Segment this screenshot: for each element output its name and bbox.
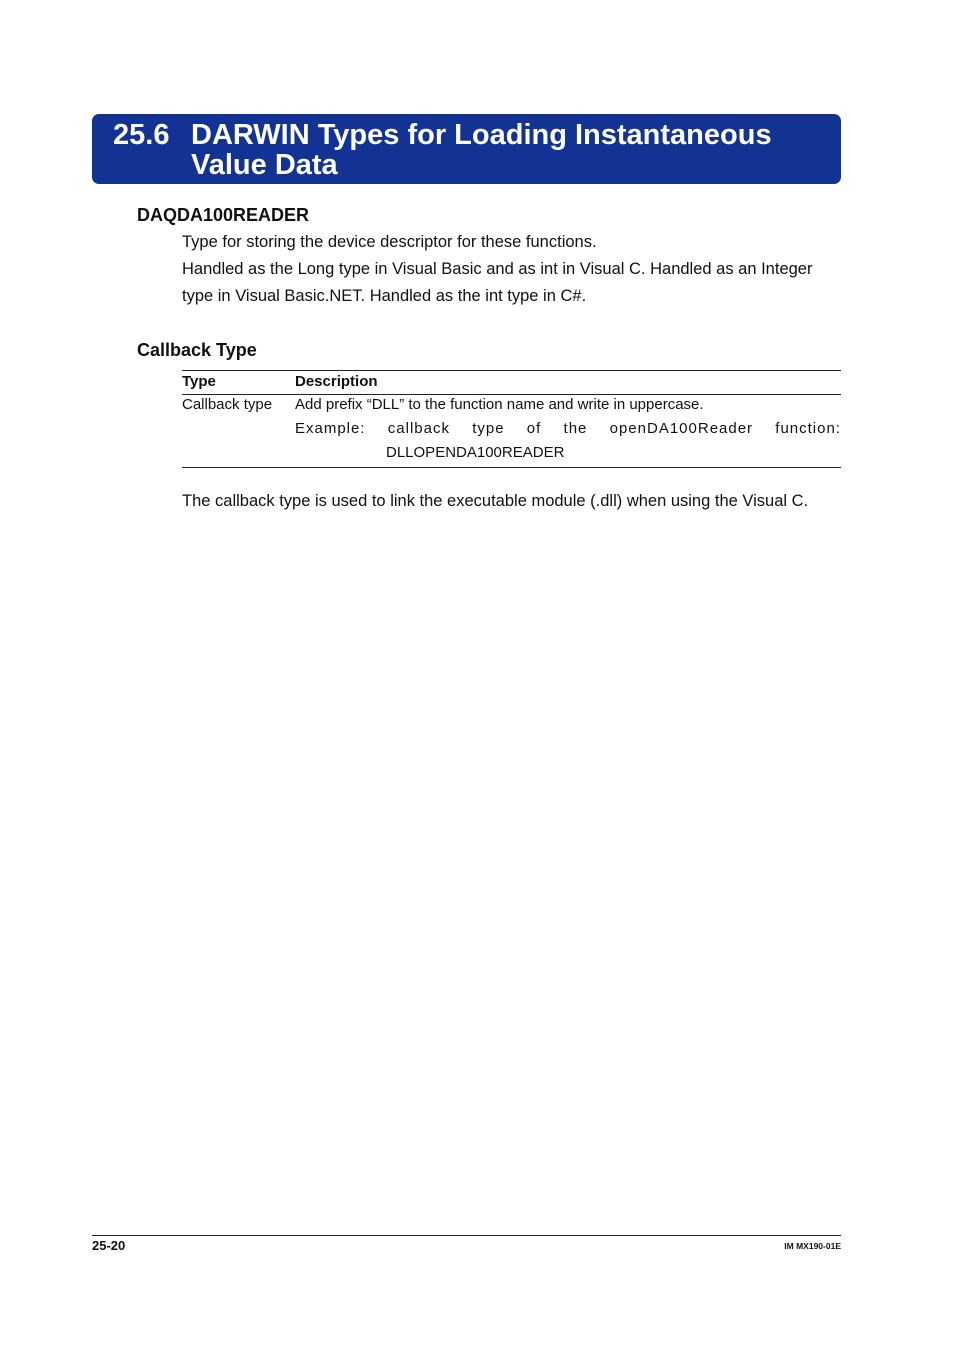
page-number: 25-20 bbox=[92, 1238, 126, 1253]
callback-type-note: The callback type is used to link the executable module (.dll) when using the Visual C. bbox=[182, 492, 809, 510]
daqda100reader-description: Type for storing the device descriptor for these functions. bbox=[182, 233, 597, 251]
daqda100reader-heading: DAQDA100READER bbox=[137, 205, 310, 225]
daqda100reader-handling-note: Handled as the Long type in Visual Basic and as int in Visual C. Handled as an Integer type in Visual Basic.NET. Handled as the int type in C#. bbox=[182, 260, 813, 305]
section-title: DARWIN Types for Loading Instantaneous Value Data bbox=[191, 119, 772, 181]
callback-type-table bbox=[182, 370, 841, 468]
callback-type-heading: Callback Type bbox=[137, 340, 257, 360]
table-header-row bbox=[182, 371, 841, 395]
cell-type: Callback type bbox=[182, 396, 273, 413]
cell-description: Add prefix “DLL” to the function name and write in uppercase. bbox=[295, 396, 704, 413]
column-header-description: Description bbox=[295, 373, 378, 390]
table-row bbox=[182, 395, 841, 467]
cell-description-example: Example: callback type of the openDA100Reader function: bbox=[295, 420, 841, 437]
document-id: IM MX190-01E bbox=[784, 1241, 841, 1251]
cell-description-example-value: DLLOPENDA100READER bbox=[386, 444, 565, 461]
section-number: 25.6 bbox=[113, 119, 170, 151]
column-header-type: Type bbox=[182, 373, 216, 390]
footer-divider bbox=[92, 1235, 841, 1236]
section-title-banner bbox=[92, 114, 841, 184]
